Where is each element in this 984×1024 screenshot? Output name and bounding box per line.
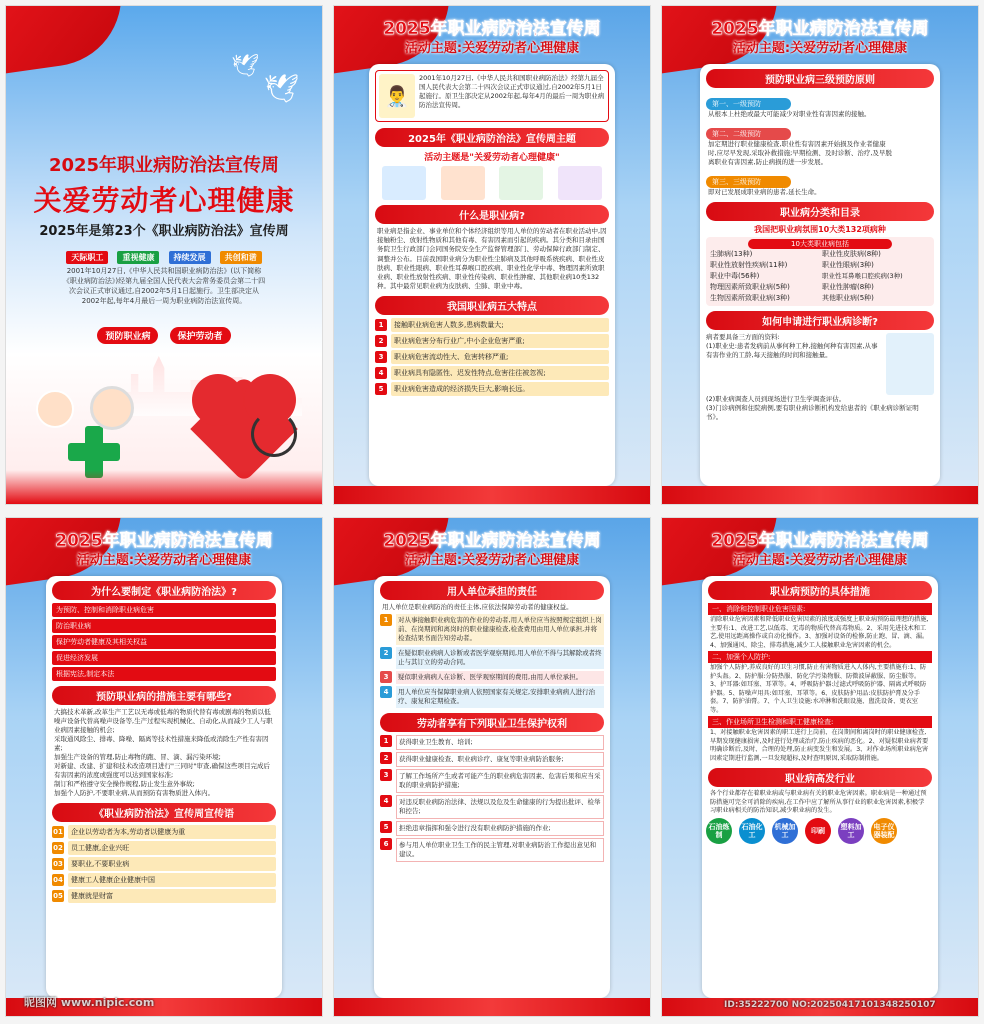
definition-text: 职业病是指企业、事业单位和个体经济组织等用人单位的劳动者在职业活动中,因接触粉尘、放射性物质和其他有毒、有害因素而引起的疾病。其分类和目录由国务院卫生行政部门会同国务院安全生产监督管理部门、劳动保障行政部门制定、调整并公布。目前我国职业病分为职业性尘肺病及其他呼吸系统疾病、职业性皮肤病、职业性眼病、职业性耳鼻喉口腔疾病、职业性化学中毒、物理因素所致职业病、职业性放射性疾病、职业性传染病、职业性肿瘤、其他职业病10类132种。其中最常见职业病为皮肤病、尘肺、职业中毒。 <box>377 227 607 291</box>
level-item: 第一、一级预防 从根本上杜绝或最大可能减少对职业性有害因素的接触。 <box>708 100 871 118</box>
category-item: 职业性皮肤病(8种) <box>822 250 881 258</box>
section-header: 职业病分类和目录 <box>706 202 934 221</box>
sub-header: 二、加强个人防护: <box>708 651 932 663</box>
dove-icon: 🕊 <box>231 54 259 79</box>
poster-subtitle: 活动主题:关爱劳动者心理健康 <box>404 553 580 568</box>
list-item: 为预防、控制和消除职业病危害 <box>52 603 276 617</box>
category-box <box>706 237 934 306</box>
measure-text: 加强生产设备的管理,防止毒物的跑、冒、滴、漏污染环境; <box>54 753 221 761</box>
poster-title: 2025年职业病防治法宣传周 <box>383 531 601 551</box>
heart-icon <box>192 374 244 426</box>
doctor-avatar <box>90 386 134 430</box>
illustration-row <box>375 166 609 200</box>
content-card <box>374 576 610 998</box>
poster-title: 2025年职业病防治法宣传周 <box>383 19 601 39</box>
right-item: 3 了解工作场所产生或者可能产生的职业病危害因素、危害后果和应当采取的职业病防护措施; <box>380 769 604 793</box>
list-item: 保护劳动者健康及其相关权益 <box>52 635 276 649</box>
poster-title: 2025年职业病防治法宣传周 <box>711 531 929 551</box>
section-header: 2025年《职业病防治法》宣传周主题 <box>375 128 609 147</box>
dove-icon: 🕊 <box>264 72 300 105</box>
measure-text: 采取通风除尘、排毒、降噪、隔离等技术性措施来降低或消除生产性有害因素; <box>54 735 269 752</box>
poster-title: 2025年职业病防治法宣传周 <box>711 19 929 39</box>
content-card <box>46 576 282 998</box>
section-header: 预防职业病三级预防原则 <box>706 69 934 88</box>
industry-row <box>706 818 934 848</box>
poster-subtitle: 活动主题:关爱劳动者心理健康 <box>732 41 908 56</box>
right-item: 4 对违反职业病防治法律、法规以及危及生命健康的行为提出批评、检举和控告; <box>380 795 604 819</box>
measure-text: 加强个人防护,不要职业病,从而预防有害物质进入体内。 <box>54 789 215 797</box>
section-header: 我国职业病五大特点 <box>375 296 609 315</box>
poster-subtitle: 活动主题:关爱劳动者心理健康 <box>732 553 908 568</box>
poster-cover <box>5 5 323 505</box>
content-card <box>369 64 615 486</box>
poster-title: 2025年职业病防治法宣传周 <box>55 531 273 551</box>
poster-subtitle: 活动主题:关爱劳动者心理健康 <box>76 553 252 568</box>
measure-text: 消除职业危害因素和降低职业危害因素的浓度或强度上职业病预防最理想的措施,主要有:1、改进工艺,以低毒、无毒的物质代替高毒物质。2、采用先进技术和工艺,使用远距离操作或自动化操作。3、加强对设备的检修,防止跑、冒、滴、漏。4、加强通风、除尘、排毒措施,减少工人接触职业危害因素的机会。 <box>710 616 929 649</box>
industry-bubble: 石油炼制 <box>706 818 732 844</box>
nurse-avatar <box>36 390 74 428</box>
right-item: 5 拒绝违章指挥和强令进行没有职业病防护措施的作业; <box>380 821 604 836</box>
tag: 共创和谐 <box>220 251 262 264</box>
poster-why-law <box>5 517 323 1017</box>
list-item: 4 用人单位应当保障职业病人依照国家有关规定,安排职业病病人进行治疗、康复和定期检查。 <box>380 686 604 708</box>
list-item: 4 职业病具有隐匿性、迟发性特点,危害往往被忽视; <box>375 366 609 380</box>
red-flag <box>5 5 130 75</box>
slogan-item: 03 要职业,不要职业病 <box>52 857 276 871</box>
category-item: 物理因素所致职业病(5种) <box>710 283 790 291</box>
slogan-bubble: 保护劳动者 <box>170 327 231 344</box>
worker-illustration <box>558 166 602 200</box>
bubble-row <box>6 324 322 344</box>
bottom-ribbon <box>334 998 650 1016</box>
list-item: 5 职业病危害造成的经济损失巨大,影响长远。 <box>375 382 609 396</box>
slogan-item: 01 企业以劳动者为本,劳动者以健康为重 <box>52 825 276 839</box>
diag-text: (2)职业病调查人员到现场进行卫生学调查评估。 <box>706 395 846 403</box>
poster-responsibility <box>333 517 651 1017</box>
intro-box <box>375 70 609 122</box>
industry-bubble: 石油化工 <box>739 818 765 844</box>
industry-bubble: 电子仪器装配 <box>871 818 897 844</box>
bottom-wave <box>6 470 322 504</box>
bottom-ribbon <box>662 486 978 504</box>
list-item: 防治职业病 <box>52 619 276 633</box>
poster-measures <box>661 517 979 1017</box>
section-header: 用人单位承担的责任 <box>380 581 604 600</box>
measure-text: 1、对接触职业危害因素的职工进行上岗前、在岗期间和离岗时的职业健康检查,早期发现健康损害,及时进行处理或治疗,防止疾病的恶化。2、对疑似职业病者要明确诊断后,及时、合理的处理,防止病变发生和发展。3、对作业场所职业病危害因素定期进行监测,一旦发现超标,及时查明原因,采取防制措施。 <box>710 729 929 762</box>
theme-text: 活动主题是"关爱劳动者心理健康" <box>424 153 560 163</box>
slogan-item: 02 员工健康,企业兴旺 <box>52 841 276 855</box>
category-item: 其他职业病(5种) <box>822 294 874 302</box>
watermark-left: 昵图网 www.nipic.com <box>24 996 155 1009</box>
list-item: 2 在疑似职业病病人诊断或者医学观察期间,用人单位不得与其解除或者终止与其订立的劳动合同。 <box>380 647 604 669</box>
measure-text: 大搞技术革新,改革生产工艺以无毒或低毒的物质代替有毒或剧毒的物质以低噪声设备代替高噪声设备等,生产过程实现机械化、自动化,从而减少工人与职业病因素接触的机会; <box>54 708 273 734</box>
cover-title: 2025年职业病防治法宣传周 <box>48 155 280 176</box>
cover-slogan: 关爱劳动者心理健康 <box>33 184 295 217</box>
worker-illustration <box>499 166 543 200</box>
section-header: 职业病高发行业 <box>708 768 932 787</box>
content-card <box>700 64 940 486</box>
poster-what-is <box>333 5 651 505</box>
list-item: 促进经济发展 <box>52 651 276 665</box>
category-item: 尘肺病(13种) <box>710 250 753 258</box>
section-header: 《职业病防治法》宣传周宣传语 <box>52 803 276 822</box>
section-header: 预防职业病的措施主要有哪些? <box>52 686 276 705</box>
watermark-right: ID:35222700 NO:20250417101348250107 <box>724 1000 936 1010</box>
level-item: 第二、二级预防 加定期进行职业健康检查,职业性有害因素开始损及作业者健康时,应尽早发现,采取补救措施;早期检测、及时诊断、治疗,及早脱离职业有害因素,防止病损的进一步发展。 <box>708 130 892 166</box>
diag-text: 病者要具备三方面的资料: <box>706 333 780 341</box>
tag: 天际职工 <box>66 251 108 264</box>
cover-intro: 2001年10月27日,《中华人民共和国职业病防治法》(以下简称《职业病防治法》)经第九届全国人民代表大会常务委员会第二十四次会议正式审议通过,自2002年5月1日起施行。卫生部决定从2002年起,每年4月最后一周为职业病防治法宣传周。 <box>62 267 266 305</box>
tag: 重视健康 <box>117 251 159 264</box>
category-item: 生物因素所致职业病(3种) <box>710 294 790 302</box>
stethoscope-icon <box>251 411 297 457</box>
worker-illustration <box>382 166 426 200</box>
intro-text: 用人单位是职业病防治的责任主体,应依法保障劳动者的健康权益。 <box>382 603 573 611</box>
list-item: 3 疑似职业病病人在诊断、医学观察期间的费用,由用人单位承担。 <box>380 671 604 684</box>
list-item: 1 对从事接触职业病危害的作业的劳动者,用人单位应当按照规定组织上岗前、在岗期间和离岗时的职业健康检查,检查费用由用人单位承担,并将检查结果书面告知劳动者。 <box>380 614 604 645</box>
slogan-bubble: 预防职业病 <box>97 327 158 344</box>
section-header: 劳动者享有下列职业卫生保护权利 <box>380 713 604 732</box>
diagnosis-illustration <box>886 333 934 395</box>
category-item: 职业中毒(56种) <box>710 272 760 280</box>
category-head: 我国把职业病氛围10大类132项病种 <box>754 225 886 234</box>
sub-header: 一、消除和控制职业危害因素: <box>708 603 932 615</box>
industry-bubble: 塑料加工 <box>838 818 864 844</box>
diag-text: (1)职业史:患者发病前从事何种工种,接触何种有害因素,从事有害作业的工龄,每天接触的时间和接触量。 <box>706 342 878 359</box>
list-item: 3 职业病危害流动性大、危害转移严重; <box>375 350 609 364</box>
sub-header: 三、作业场所卫生检测和职工健康检查: <box>708 716 932 728</box>
category-item: 职业性耳鼻喉口腔疾病(3种) <box>822 272 903 280</box>
bottom-ribbon <box>334 486 650 504</box>
measure-text: 对新建、改建、扩建和技术改造项目进行"三同时"审查,确保这些项目完成后有害因素的浓度或强度可以达到国家标准; <box>54 762 271 779</box>
category-sub: 10大类职业病包括 <box>748 239 892 249</box>
list-item: 根据宪法,制定本法 <box>52 667 276 681</box>
list-item: 1 接触职业病危害人数多,患病数量大; <box>375 318 609 332</box>
section-header: 什么是职业病? <box>375 205 609 224</box>
worker-illustration <box>441 166 485 200</box>
level-item: 第三、三级预防 即对已发展成职业病的患者,延长生命。 <box>708 178 821 196</box>
category-item: 职业性眼病(3种) <box>822 261 874 269</box>
diag-text: (3)门诊病例和住院病例,要有职业病诊断机构发给患者的《职业病诊断证明书》。 <box>706 404 919 421</box>
category-item: 职业性放射性疾病(11种) <box>710 261 788 269</box>
poster-subtitle: 活动主题:关爱劳动者心理健康 <box>404 41 580 56</box>
doctor-icon: 👨‍⚕️ <box>379 74 415 118</box>
right-item: 2 获得职业健康检查、职业病诊疗、康复等职业病防治服务; <box>380 752 604 767</box>
poster-prevention <box>661 5 979 505</box>
measure-text: 加强个人防护,养成良好的卫生习惯,防止有害物质进入人体内,主要措施有:1、防护头盔。2、防护服:分防热服、防化学污染物服、防微波屏蔽服、防尘服等。3、护耳器:如耳塞、耳罩等。4、呼吸防护器:过滤式呼吸防护器、隔离式呼吸防护器。5、防噪声用具:如耳塞、耳罩等。6、皮肤防护用品:皮肤防护膏及分手套。7、防护油膏。7、个人卫生设施:水冲淋和洗眼设施、盥洗设备、更衣室等。 <box>710 664 927 714</box>
intro-text: 2001年10月27日,《中华人民共和国职业病防治法》经第九届全国人民代表大会第二十四次会议正式审议通过,自2002年5月1日起施行。原卫生部决定从2002年起,每年4月的最后一周为职业病防治法宣传周。 <box>419 74 605 109</box>
cover-week: 2025年是第23个《职业病防治法》宣传周 <box>39 224 289 239</box>
industry-bubble: 机械加工 <box>772 818 798 844</box>
tag: 持续发展 <box>169 251 211 264</box>
right-item: 1 获得职业卫生教育、培训; <box>380 735 604 750</box>
industry-text: 各个行业都存在着职业病或与职业病有关的职业危害因素。职业病是一种通过预防措施可完全可消除的疾病,在工作中应了解所从事行业的职业危害因素,积极学习职业病相关的防治知识,减少职业病的发生。 <box>710 790 927 814</box>
slogan-item: 05 健康就是财富 <box>52 889 276 903</box>
right-item: 6 参与用人单位职业卫生工作的民主管理,对职业病防治工作提出意见和建议。 <box>380 838 604 862</box>
content-card <box>702 576 938 998</box>
section-header: 如何申请进行职业病诊断? <box>706 311 934 330</box>
tag-row <box>6 245 322 264</box>
industry-bubble: 印刷 <box>805 818 831 844</box>
category-item: 职业性肿瘤(8种) <box>822 283 874 291</box>
slogan-item: 04 健康工人健康企业健康中国 <box>52 873 276 887</box>
list-item: 2 职业病危害分布行业广,中小企业危害严重; <box>375 334 609 348</box>
section-header: 为什么要制定《职业病防治法》? <box>52 581 276 600</box>
section-header: 职业病预防的具体措施 <box>708 581 932 600</box>
measure-text: 制订和严格遵守安全操作规程,防止发生意外事故; <box>54 780 195 788</box>
